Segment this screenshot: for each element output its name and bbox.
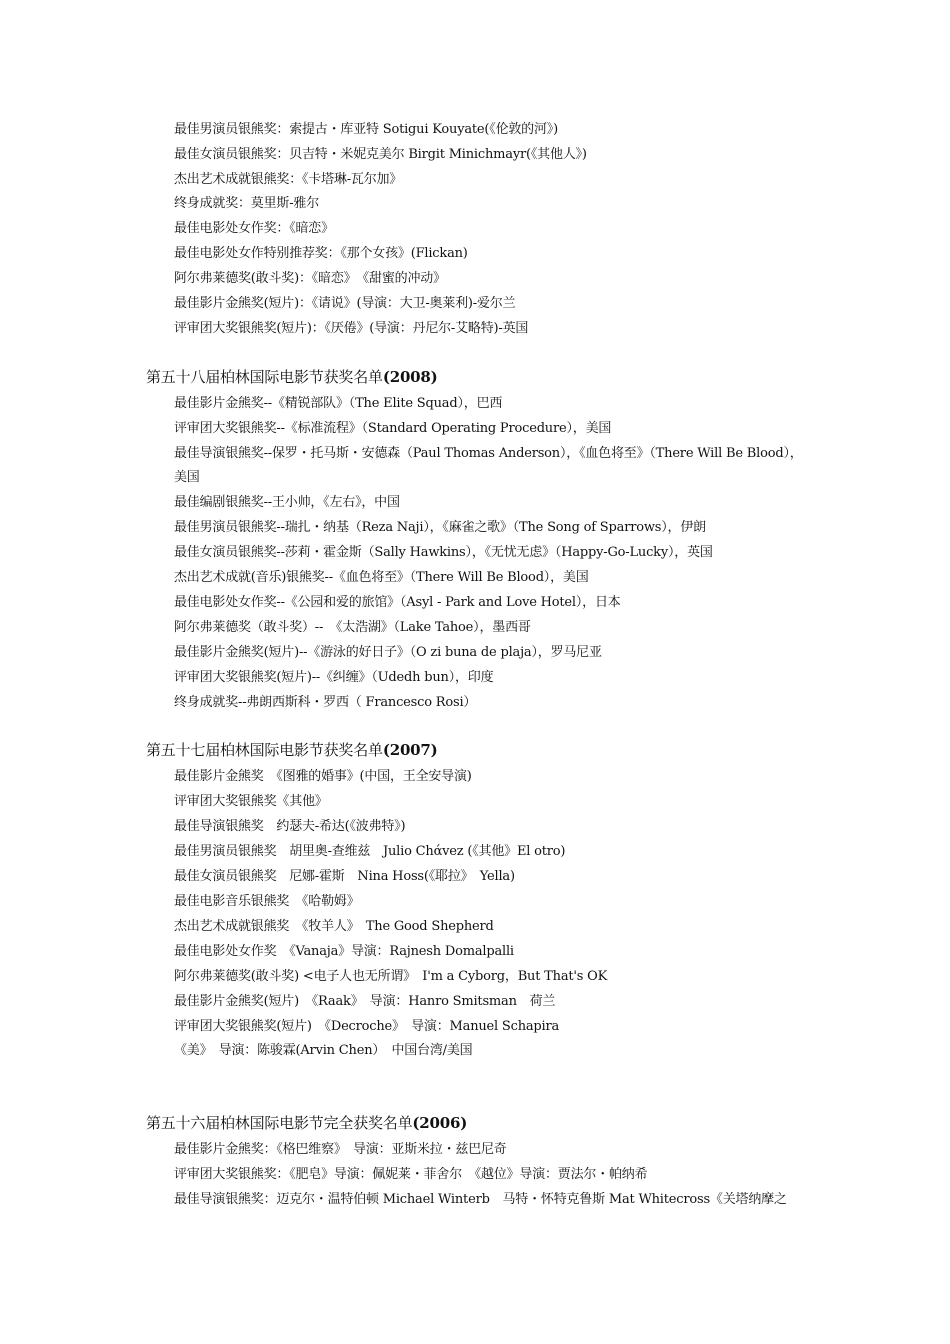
heading-text: 第五十七届柏林国际电影节获奖名单 <box>146 741 383 759</box>
award-line: 阿尔弗莱德奖（敢斗奖）-- 《太浩湖》（Lake Tahoe），墨西哥 <box>174 620 531 635</box>
award-line: 最佳影片金熊奖 《图雅的婚事》(中国，王全安导演) <box>174 769 472 784</box>
award-line: 最佳电影音乐银熊奖 《哈勒姆》 <box>174 894 360 909</box>
award-line: 评审团大奖银熊奖(短片)--《纠缠》（Udedh bun），印度 <box>174 670 494 685</box>
award-line: 最佳男演员银熊奖：索提古・库亚特 Sotigui Kouyate(《伦敦的河》) <box>174 122 558 137</box>
award-line: 评审团大奖银熊奖《其他》 <box>174 794 328 809</box>
award-line: 评审团大奖银熊奖(短片)：《厌倦》(导演：丹尼尔-艾略特)-英国 <box>174 321 529 336</box>
award-line: 终身成就奖：莫里斯-雅尔 <box>174 196 319 211</box>
award-line: 最佳男演员银熊奖 胡里奥-查维兹 Julio Chάvez (《其他》El otro) <box>174 844 566 859</box>
heading-text: 第五十八届柏林国际电影节获奖名单 <box>146 368 383 386</box>
award-line: 评审团大奖银熊奖：《肥皂》导演：佩妮莱・菲舍尔 《越位》导演：贾法尔・帕纳希 <box>174 1167 648 1182</box>
award-line: 评审团大奖银熊奖(短片) 《Decroche》 导演：Manuel Schapira <box>174 1019 560 1034</box>
section-heading-2008 <box>146 368 438 386</box>
award-line: 杰出艺术成就银熊奖：《卡塔琳-瓦尔加》 <box>174 172 403 187</box>
award-line: 杰出艺术成就(音乐)银熊奖--《血色将至》（There Will Be Blood），美国 <box>174 570 589 585</box>
award-line: 最佳导演银熊奖--保罗・托马斯・安德森（Paul Thomas Anderson），《血色将至》（There Will Be Blood）， <box>174 446 803 461</box>
award-line: 评审团大奖银熊奖--《标准流程》（Standard Operating Procedure），美国 <box>174 421 612 436</box>
award-line: 最佳编剧银熊奖--王小帅，《左右》，中国 <box>174 495 400 510</box>
award-line: 最佳影片金熊奖：《格巴维察》 导演：亚斯米拉・兹巴尼奇 <box>174 1142 507 1157</box>
heading-year: (2008) <box>382 368 438 386</box>
award-line: 最佳男演员银熊奖--瑞扎・纳基（Reza Naji），《麻雀之歌》（The Song of Sparrows），伊朗 <box>174 520 706 535</box>
award-line: 最佳导演银熊奖：迈克尔・温特伯顿 Michael Winterb 马特・怀特克鲁斯 Mat Whitecross《关塔纳摩之 <box>174 1192 787 1207</box>
award-line: 最佳女演员银熊奖 尼娜-霍斯 Nina Hoss(《耶拉》 Yella) <box>174 869 515 884</box>
award-line: 最佳影片金熊奖(短片)：《请说》(导演：大卫-奥莱利)-爱尔兰 <box>174 296 516 311</box>
award-line: 杰出艺术成就银熊奖 《牧羊人》 The Good Shepherd <box>174 919 494 934</box>
award-line: 最佳导演银熊奖 约瑟夫-希达(《波弗特》) <box>174 819 406 834</box>
heading-year: (2007) <box>382 741 438 759</box>
award-line: 最佳电影处女作奖--《公园和爱的旅馆》（Asyl - Park and Love Hotel），日本 <box>174 595 621 610</box>
award-line: 最佳电影处女作奖：《暗恋》 <box>174 221 334 236</box>
heading-text: 第五十六届柏林国际电影节完全获奖名单 <box>146 1114 413 1132</box>
heading-year: (2006) <box>412 1114 468 1132</box>
section-heading-2007 <box>146 741 438 759</box>
award-line: 最佳女演员银熊奖--莎莉・霍金斯（Sally Hawkins），《无忧无虑》（Happy-Go-Lucky），英国 <box>174 545 713 560</box>
award-line: 《美》 导演：陈骏霖(Arvin Chen） 中国台湾/美国 <box>174 1043 473 1058</box>
award-line: 最佳女演员银熊奖：贝吉特・米妮克美尔 Birgit Minichmayr(《其他人》) <box>174 147 587 162</box>
section-heading-2006 <box>146 1114 467 1132</box>
award-line: 最佳电影处女作奖 《Vanaja》导演：Rajnesh Domalpalli <box>174 944 514 959</box>
award-line: 美国 <box>174 470 200 485</box>
award-line: 最佳影片金熊奖--《精锐部队》（The Elite Squad），巴西 <box>174 396 503 411</box>
award-line: 阿尔弗莱德奖(敢斗奖)：《暗恋》 《甜蜜的冲动》 <box>174 271 446 286</box>
award-line: 阿尔弗莱德奖(敢斗奖) <电子人也无所谓》 I'm a Cyborg，But That's OK <box>174 969 608 984</box>
award-line: 最佳影片金熊奖(短片)--《游泳的好日子》（O zi buna de plaja），罗马尼亚 <box>174 645 602 660</box>
award-line: 终身成就奖--弗朗西斯科・罗西（ Francesco Rosi） <box>174 695 477 710</box>
award-line: 最佳影片金熊奖(短片) 《Raak》 导演：Hanro Smitsman 荷兰 <box>174 994 556 1009</box>
award-line: 最佳电影处女作特别推荐奖：《那个女孩》(Flickan) <box>174 246 468 261</box>
